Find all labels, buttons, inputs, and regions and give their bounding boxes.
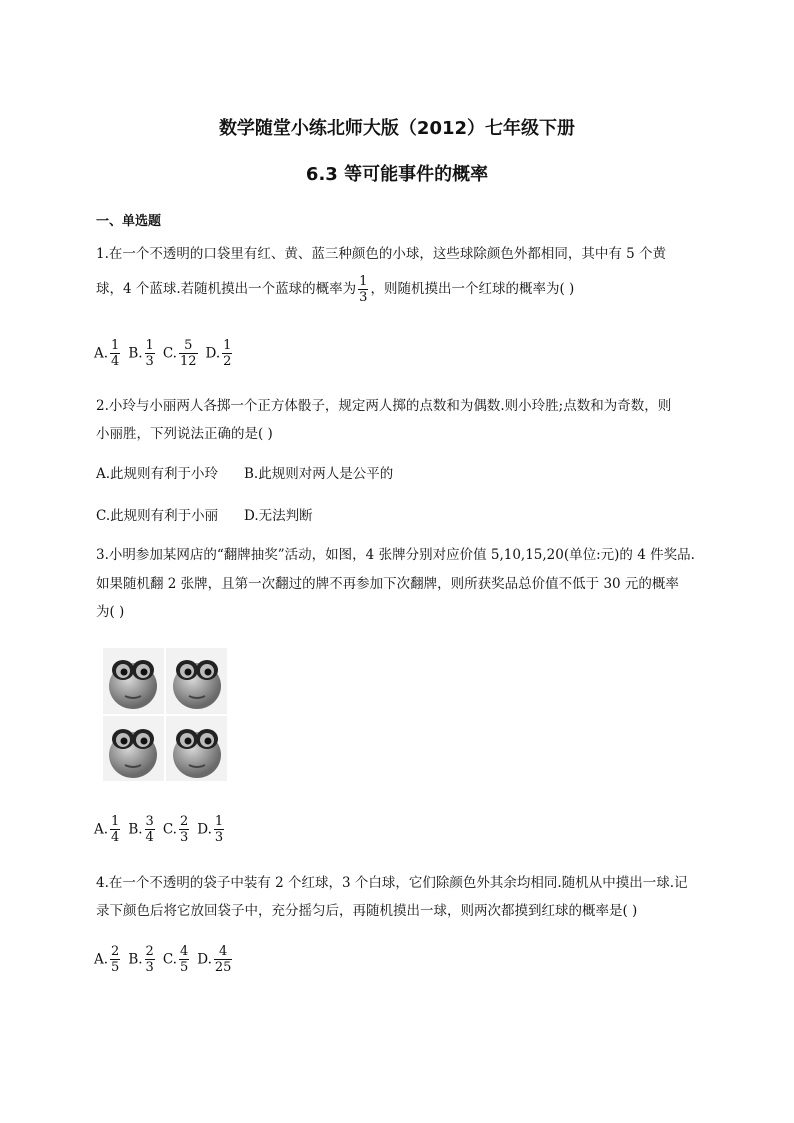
fraction-numerator: 1 (214, 814, 224, 829)
option-label: C. (162, 951, 177, 968)
fraction-denominator: 4 (111, 354, 120, 369)
fraction-denominator: 3 (359, 290, 368, 305)
fraction-denominator: 2 (223, 354, 232, 369)
section-heading: 一、单选题 (96, 214, 162, 229)
fraction-denominator: 3 (145, 960, 154, 975)
q2-line1: 2.小玲与小丽两人各掷一个正方体骰子，规定两人掷的点数和为偶数.则小玲胜;点数和为奇数，则 (96, 398, 672, 414)
q3-option-d (197, 814, 226, 845)
q1-line1: 1.在一个不透明的口袋里有红、黄、蓝三种颜色的小球，这些球除颜色外都相同，其中有 5 个黄 (96, 246, 667, 262)
fraction-denominator: 12 (179, 354, 197, 369)
fraction-denominator: 4 (111, 830, 120, 845)
q1-line2-post: ，则随机摸出一个红球的概率为( ) (370, 281, 575, 297)
fraction-numerator: 1 (223, 338, 232, 353)
q2-line2: 小丽胜，下列说法正确的是( ) (96, 426, 273, 442)
q4-options (94, 944, 240, 975)
q1-option-c (163, 338, 200, 369)
option-label: D. (205, 345, 221, 362)
fraction-numerator: 3 (145, 814, 154, 829)
q4-option-c (163, 944, 191, 975)
fraction-denominator: 25 (214, 960, 232, 975)
card-face-icon (103, 717, 163, 781)
option-label: C. (162, 821, 177, 838)
fraction-numerator: 1 (145, 338, 154, 353)
option-label: B. (128, 345, 143, 362)
fraction-numerator: 1 (359, 274, 368, 289)
q3-line3: 为( ) (96, 604, 125, 620)
q1-option-a (94, 338, 122, 369)
document-title: 数学随堂小练北师大版（2012）七年级下册 (218, 118, 576, 139)
fraction-denominator: 5 (179, 960, 189, 975)
option-label: B. (128, 821, 143, 838)
q1-option-b (128, 338, 157, 369)
q4-option-b (128, 944, 157, 975)
option-label: B. (128, 951, 143, 968)
option-label: A. (94, 345, 109, 362)
fraction-numerator: 2 (179, 814, 189, 829)
fraction-denominator: 3 (214, 830, 224, 845)
document-subtitle: 6.3 等可能事件的概率 (305, 164, 489, 185)
fraction-denominator: 3 (145, 354, 154, 369)
q4-option-a (94, 944, 122, 975)
option-label: A. (94, 951, 109, 968)
fraction-denominator: 4 (145, 830, 154, 845)
fraction-numerator: 2 (111, 944, 120, 959)
q3-option-a (94, 814, 122, 845)
q1-options (94, 338, 240, 369)
option-label: D. (197, 951, 212, 968)
grid-divider (164, 648, 166, 781)
card-figure (103, 648, 227, 781)
card-face-icon (167, 648, 227, 712)
q2-option-a: A.此规则有利于小玲 (96, 466, 219, 482)
q4-line1: 4.在一个不透明的袋子中装有 2 个红球，3 个白球，它们除颜色外其余均相同.随机从中摸出一球.记 (96, 875, 688, 891)
option-label: A. (94, 821, 109, 838)
q2-option-b: B.此规则对两人是公平的 (244, 466, 394, 482)
q3-line2: 如果随机翻 2 张牌，且第一次翻过的牌不再参加下次翻牌，则所获奖品总价值不低于 30 元的概率 (96, 576, 679, 592)
q1-inline-fraction (358, 274, 368, 305)
fraction-denominator: 3 (179, 830, 189, 845)
q3-option-b (128, 814, 157, 845)
fraction-numerator: 1 (111, 814, 120, 829)
q3-line1: 3.小明参加某网店的“翻牌抽奖”活动，如图，4 张牌分别对应价值 5,10,15,20(单位:元)的 4 件奖品. (96, 547, 695, 563)
q1-line2-pre: 球，4 个蓝球.若随机摸出一个蓝球的概率为 (96, 281, 357, 297)
fraction-numerator: 2 (145, 944, 154, 959)
fraction-numerator: 5 (179, 338, 198, 354)
q2-option-d: D.无法判断 (244, 508, 313, 524)
q1-option-d (206, 338, 235, 369)
q4-line2: 录下颜色后将它放回袋子中，充分摇匀后，再随机摸出一球，则两次都摸到红球的概率是( ) (96, 903, 638, 919)
q2-option-c: C.此规则有利于小丽 (96, 508, 219, 524)
fraction-numerator: 4 (179, 944, 189, 959)
fraction-numerator: 4 (214, 944, 233, 960)
q1-line2 (96, 274, 574, 305)
fraction-denominator: 5 (111, 960, 120, 975)
q3-option-c (163, 814, 191, 845)
option-label: D. (197, 821, 212, 838)
q4-option-d (197, 944, 234, 975)
q3-options (94, 814, 232, 845)
option-label: C. (162, 345, 177, 362)
card-face-icon (167, 717, 227, 781)
card-face-icon (103, 648, 163, 712)
fraction-numerator: 1 (111, 338, 120, 353)
